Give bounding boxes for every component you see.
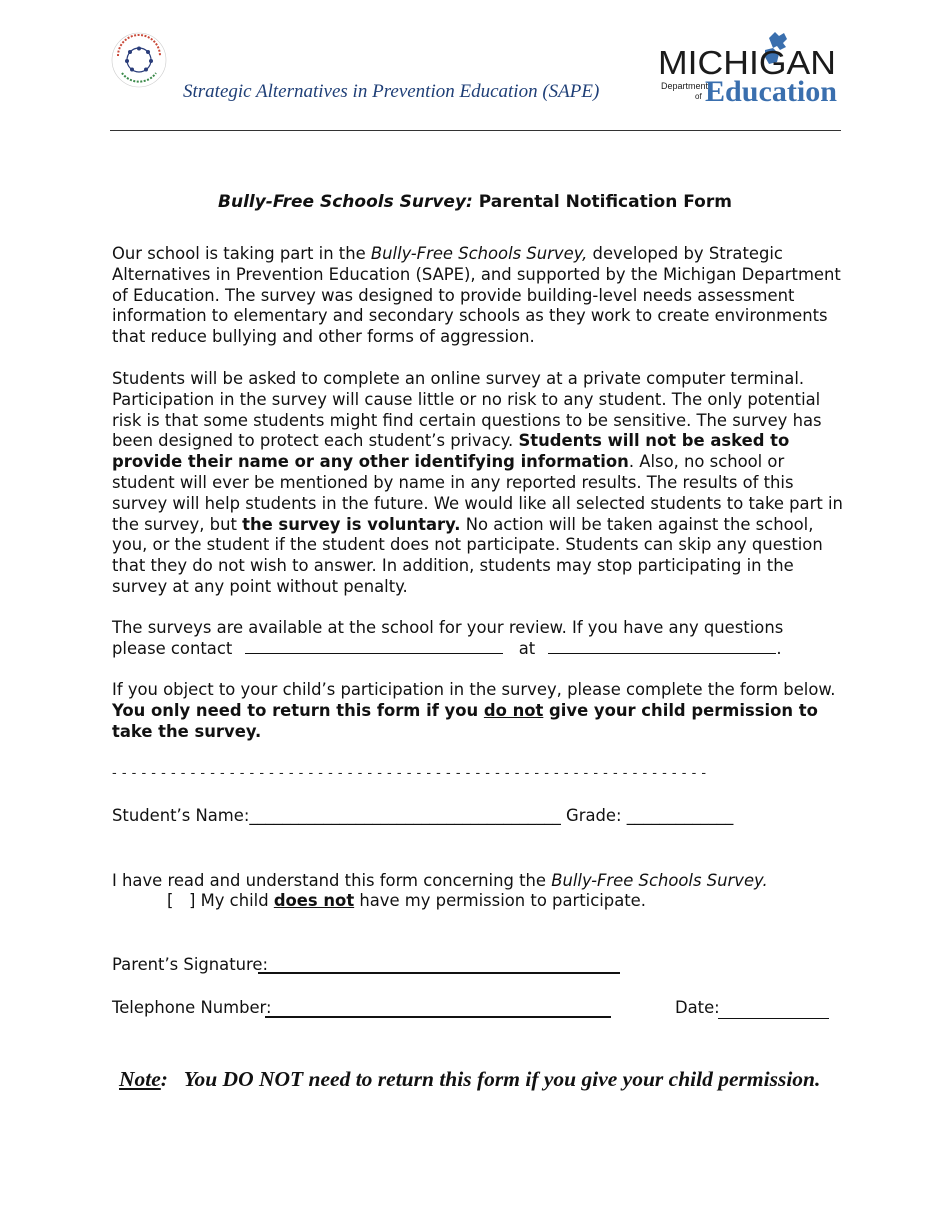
permission-checkbox[interactable]: [ ]: [167, 891, 196, 910]
grade-label: Grade:: [566, 806, 622, 825]
grade-field[interactable]: _____________: [626, 806, 734, 825]
mde-logo-education: Education: [705, 75, 838, 106]
note-label: Note: [119, 1067, 161, 1091]
details-paragraph: Students will be asked to complete an online survey at a private computer terminal. Participation in the survey will cause little or no risk to any student. The only potential risk is that some students might find certain questions to be sensitive. The survey has been designed to protect each student’s privacy. Students will not be asked to provide their name or any other identifying information. Also, no school or student will ever be mentioned by name in any reported results. The results of this survey will help students in the future. We would like all selected students to take part in the survey, but the survey is voluntary. No action will be taken against the school, you, or the student if the student does not participate. Students can skip any question that they do not wish to answer. In addition, students may stop participating in the survey at any point without penalty.: [112, 369, 843, 596]
student-name-field[interactable]: ______________________________________: [249, 806, 561, 825]
michigan-department-of-education-logo: [655, 28, 841, 106]
contact-name-blank[interactable]: [245, 639, 503, 654]
at-label: at: [518, 638, 536, 658]
contact-phone-blank[interactable]: [548, 639, 776, 654]
date-label: Date:: [675, 998, 720, 1017]
date-field[interactable]: [718, 1018, 829, 1019]
intro-paragraph: Our school is taking part in the Bully-Free Schools Survey, developed by Strategic Alternatives in Prevention Education (SAPE), and supported by the Michigan Department of Education. The survey was designed to provide building-level needs assessment information to elementary and secondary schools as they work to create environments that reduce bullying and other forms of aggression.: [112, 244, 841, 347]
page-title: [0, 192, 950, 212]
acknowledgement-line: I have read and understand this form concerning the Bully-Free Schools Survey.: [112, 871, 768, 890]
parent-signature-field[interactable]: [258, 972, 620, 974]
permission-line: [ ] My child does not have my permission to participate.: [167, 891, 646, 910]
note-line: Note: You DO NOT need to return this form if you give your child permission.: [119, 1067, 821, 1091]
note-text: You DO NOT need to return this form if you give your child permission.: [167, 1067, 821, 1091]
title-survey-name: Bully-Free Schools Survey:: [218, 192, 473, 212]
student-name-row: [112, 806, 733, 825]
objection-paragraph: If you object to your child’s participation in the survey, please complete the form below. You only need to return this form if you do not give your child permission to take the survey.: [112, 680, 836, 741]
student-name-label: Student’s Name:: [112, 806, 250, 825]
title-form-name: Parental Notification Form: [472, 192, 732, 212]
cut-line: - - - - - - - - - - - - - - - - - - - - - - - - - - - - - - - - - - - - - - - - - - - - - - - - - - - - - - - - - - - - -: [112, 766, 707, 781]
mde-logo-michigan: MICHIGAN: [658, 44, 836, 81]
mde-logo-of: of: [695, 92, 702, 101]
telephone-label: Telephone Number:: [112, 998, 272, 1017]
sape-circle-logo: [110, 31, 168, 89]
header-divider: [110, 130, 841, 131]
parent-signature-label: Parent’s Signature:: [112, 955, 269, 974]
contact-label: please contact: [112, 638, 233, 658]
contact-paragraph: The surveys are available at the school for your review. If you have any questions please contact at .: [112, 618, 784, 658]
telephone-field[interactable]: [265, 1016, 611, 1018]
mde-logo-department: Department: [661, 81, 709, 91]
organization-name: Strategic Alternatives in Prevention Education (SAPE): [183, 81, 600, 102]
